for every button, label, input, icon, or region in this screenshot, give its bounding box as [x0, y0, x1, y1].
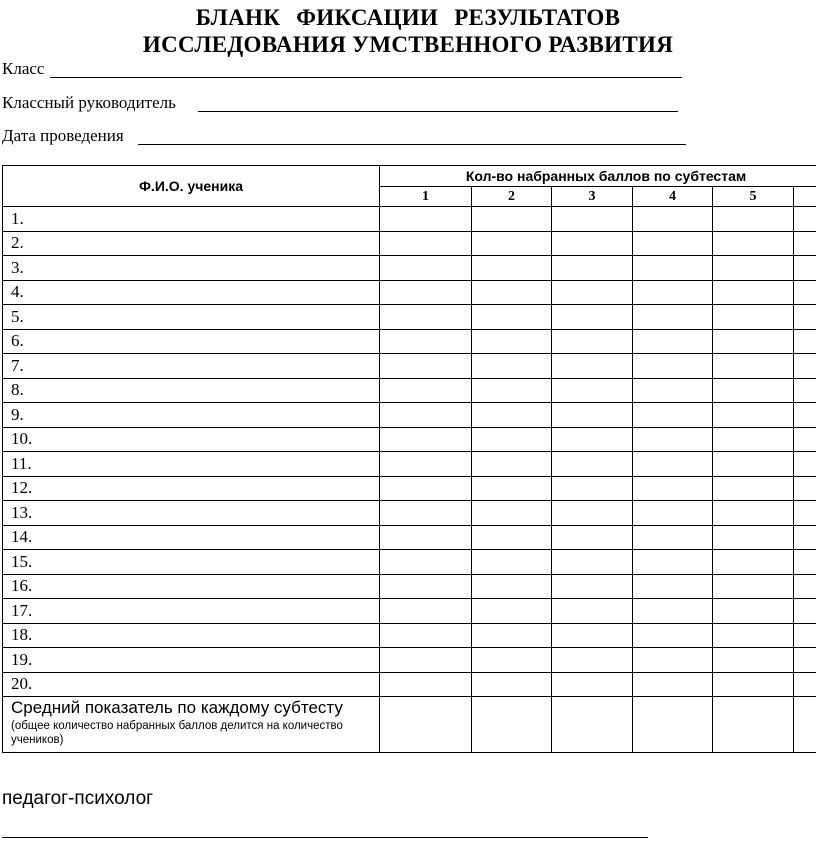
form-title-line-2: ИССЛЕДОВАНИЯ УМСТВЕННОГО РАЗВИТИЯ [142, 32, 674, 57]
score-cell[interactable] [633, 672, 713, 697]
score-cell[interactable] [713, 599, 794, 624]
student-name-cell[interactable]: 13. [3, 501, 380, 526]
score-cell[interactable] [472, 329, 552, 354]
score-cell[interactable] [552, 452, 633, 477]
table-row [3, 452, 816, 477]
student-name-cell[interactable]: 20. [3, 672, 380, 697]
score-cell[interactable] [713, 452, 794, 477]
score-cell[interactable] [472, 525, 552, 550]
score-cell[interactable] [380, 403, 472, 428]
score-cell[interactable] [472, 378, 552, 403]
score-cell[interactable] [794, 305, 816, 330]
score-cell[interactable] [633, 452, 713, 477]
score-cell[interactable] [633, 207, 713, 232]
score-cell[interactable] [472, 574, 552, 599]
score-cell[interactable] [633, 574, 713, 599]
score-cell[interactable] [713, 525, 794, 550]
signature-underline[interactable] [2, 837, 648, 838]
student-name-cell[interactable]: 19. [3, 648, 380, 673]
table-row [3, 256, 816, 281]
score-cell[interactable] [472, 599, 552, 624]
score-cell[interactable] [794, 378, 816, 403]
score-cell[interactable] [472, 427, 552, 452]
score-cell[interactable] [794, 648, 816, 673]
score-cell[interactable] [794, 574, 816, 599]
table-body [3, 207, 816, 753]
student-name-cell[interactable]: 18. [3, 623, 380, 648]
form-title-line-1: БЛАНК ФИКСАЦИИ РЕЗУЛЬТАТОВ [195, 5, 621, 30]
score-cell[interactable] [552, 501, 633, 526]
score-cell[interactable] [633, 623, 713, 648]
score-cell[interactable] [380, 599, 472, 624]
score-cell[interactable] [552, 672, 633, 697]
results-table [2, 165, 816, 753]
score-cell[interactable] [713, 427, 794, 452]
score-cell[interactable] [713, 256, 794, 281]
score-cell[interactable] [713, 501, 794, 526]
score-cell[interactable] [713, 354, 794, 379]
table-row [3, 648, 816, 673]
student-name-cell[interactable]: 9. [3, 403, 380, 428]
score-cell[interactable] [633, 403, 713, 428]
student-name-cell[interactable]: 6. [3, 329, 380, 354]
score-cell[interactable] [794, 623, 816, 648]
table-row [3, 525, 816, 550]
score-cell[interactable] [794, 207, 816, 232]
score-cell[interactable] [380, 329, 472, 354]
score-cell[interactable] [380, 623, 472, 648]
score-cell[interactable] [380, 427, 472, 452]
average-score-cell[interactable] [380, 697, 472, 753]
subtest-3-header: 3 [552, 187, 633, 207]
score-cell[interactable] [380, 354, 472, 379]
score-cell[interactable] [380, 378, 472, 403]
score-cell[interactable] [472, 623, 552, 648]
score-cell[interactable] [472, 207, 552, 232]
table-row [3, 329, 816, 354]
average-note: (общее количество набранных баллов делится на количество учеников) [11, 720, 343, 746]
subtest-2-header: 2 [472, 187, 552, 207]
subtest-extra-header [794, 187, 816, 207]
date-field [2, 127, 124, 144]
score-cell[interactable] [552, 280, 633, 305]
score-cell[interactable] [380, 207, 472, 232]
score-cell[interactable] [380, 550, 472, 575]
teacher-label: Классный руководитель [2, 93, 176, 112]
score-cell[interactable] [713, 648, 794, 673]
score-cell[interactable] [713, 305, 794, 330]
table-row [3, 403, 816, 428]
score-cell[interactable] [633, 525, 713, 550]
score-cell[interactable] [633, 256, 713, 281]
date-label: Дата проведения [2, 126, 124, 145]
score-cell[interactable] [472, 256, 552, 281]
fio-header: Ф.И.О. ученика [3, 166, 380, 207]
table-row [3, 354, 816, 379]
score-cell[interactable] [552, 599, 633, 624]
score-cell[interactable] [633, 427, 713, 452]
score-cell[interactable] [794, 256, 816, 281]
score-cell[interactable] [794, 501, 816, 526]
score-cell[interactable] [633, 329, 713, 354]
score-cell[interactable] [552, 623, 633, 648]
score-cell[interactable] [713, 476, 794, 501]
score-cell[interactable] [552, 231, 633, 256]
score-cell[interactable] [713, 403, 794, 428]
score-cell[interactable] [380, 672, 472, 697]
student-name-cell[interactable]: 14. [3, 525, 380, 550]
student-name-cell[interactable]: 2. [3, 231, 380, 256]
score-cell[interactable] [713, 329, 794, 354]
student-name-cell[interactable]: 1. [3, 207, 380, 232]
score-cell[interactable] [713, 574, 794, 599]
score-cell[interactable] [380, 476, 472, 501]
score-cell[interactable] [472, 403, 552, 428]
subtest-5-header: 5 [713, 187, 794, 207]
score-cell[interactable] [794, 525, 816, 550]
score-cell[interactable] [380, 231, 472, 256]
score-cell[interactable] [472, 550, 552, 575]
student-name-cell[interactable]: 7. [3, 354, 380, 379]
score-cell[interactable] [472, 452, 552, 477]
score-cell[interactable] [552, 207, 633, 232]
score-cell[interactable] [713, 231, 794, 256]
average-score-cell[interactable] [794, 697, 816, 753]
class-label: Класс [2, 59, 45, 78]
score-cell[interactable] [713, 550, 794, 575]
score-cell[interactable] [633, 648, 713, 673]
score-cell[interactable] [380, 501, 472, 526]
score-cell[interactable] [713, 623, 794, 648]
score-cell[interactable] [794, 280, 816, 305]
average-label: Средний показатель по каждому субтесту [11, 698, 343, 717]
student-name-cell[interactable]: 10. [3, 427, 380, 452]
score-cell[interactable] [633, 599, 713, 624]
student-name-cell[interactable]: 16. [3, 574, 380, 599]
score-cell[interactable] [633, 550, 713, 575]
average-score-cell[interactable] [713, 697, 794, 753]
score-cell[interactable] [380, 525, 472, 550]
score-cell[interactable] [794, 403, 816, 428]
score-cell[interactable] [552, 525, 633, 550]
table-row [3, 599, 816, 624]
teacher-field [2, 94, 176, 111]
score-cell[interactable] [472, 354, 552, 379]
table-row [3, 305, 816, 330]
score-cell[interactable] [380, 452, 472, 477]
score-cell[interactable] [552, 354, 633, 379]
score-cell[interactable] [552, 329, 633, 354]
class-field [2, 60, 44, 77]
score-cell[interactable] [794, 550, 816, 575]
score-cell[interactable] [633, 378, 713, 403]
score-cell[interactable] [794, 231, 816, 256]
table-row [3, 623, 816, 648]
student-name-cell[interactable]: 8. [3, 378, 380, 403]
score-cell[interactable] [552, 256, 633, 281]
student-name-cell[interactable]: 3. [3, 256, 380, 281]
table-row [3, 378, 816, 403]
score-cell[interactable] [552, 305, 633, 330]
average-row [3, 697, 816, 753]
student-name-cell[interactable]: 17. [3, 599, 380, 624]
score-cell[interactable] [472, 648, 552, 673]
score-cell[interactable] [552, 574, 633, 599]
average-label-cell [3, 697, 380, 753]
score-cell[interactable] [380, 305, 472, 330]
score-cell[interactable] [794, 452, 816, 477]
score-cell[interactable] [633, 501, 713, 526]
table-row [3, 501, 816, 526]
score-cell[interactable] [552, 378, 633, 403]
scores-header: Кол-во набранных баллов по субтестам [380, 166, 816, 187]
score-cell[interactable] [713, 280, 794, 305]
teacher-underline[interactable] [198, 111, 678, 112]
average-score-cell[interactable] [552, 697, 633, 753]
table-row [3, 427, 816, 452]
average-score-cell[interactable] [633, 697, 713, 753]
table-row [3, 207, 816, 232]
score-cell[interactable] [380, 256, 472, 281]
score-cell[interactable] [472, 231, 552, 256]
score-cell[interactable] [633, 231, 713, 256]
score-cell[interactable] [713, 378, 794, 403]
student-name-cell[interactable]: 12. [3, 476, 380, 501]
table-row [3, 280, 816, 305]
score-cell[interactable] [552, 476, 633, 501]
score-cell[interactable] [472, 501, 552, 526]
score-cell[interactable] [633, 476, 713, 501]
student-name-cell[interactable]: 4. [3, 280, 380, 305]
score-cell[interactable] [552, 403, 633, 428]
score-cell[interactable] [380, 648, 472, 673]
score-cell[interactable] [552, 427, 633, 452]
score-cell[interactable] [794, 476, 816, 501]
score-cell[interactable] [713, 207, 794, 232]
score-cell[interactable] [633, 354, 713, 379]
table-row [3, 672, 816, 697]
score-cell[interactable] [713, 672, 794, 697]
table-row [3, 550, 816, 575]
class-underline[interactable] [50, 77, 682, 78]
score-cell[interactable] [380, 280, 472, 305]
score-cell[interactable] [552, 550, 633, 575]
score-cell[interactable] [633, 280, 713, 305]
score-cell[interactable] [472, 280, 552, 305]
student-name-cell[interactable]: 15. [3, 550, 380, 575]
subtest-1-header: 1 [380, 187, 472, 207]
score-cell[interactable] [794, 672, 816, 697]
subtest-4-header: 4 [633, 187, 713, 207]
score-cell[interactable] [794, 599, 816, 624]
student-name-cell[interactable]: 5. [3, 305, 380, 330]
table-row [3, 476, 816, 501]
score-cell[interactable] [633, 305, 713, 330]
signature-label: педагог-психолог [2, 788, 154, 809]
score-cell[interactable] [472, 672, 552, 697]
average-score-cell[interactable] [472, 697, 552, 753]
table-row [3, 574, 816, 599]
score-cell[interactable] [472, 476, 552, 501]
table-row [3, 231, 816, 256]
score-cell[interactable] [552, 648, 633, 673]
score-cell[interactable] [794, 329, 816, 354]
score-cell[interactable] [380, 574, 472, 599]
date-underline[interactable] [138, 144, 686, 145]
score-cell[interactable] [794, 354, 816, 379]
score-cell[interactable] [794, 427, 816, 452]
student-name-cell[interactable]: 11. [3, 452, 380, 477]
score-cell[interactable] [472, 305, 552, 330]
